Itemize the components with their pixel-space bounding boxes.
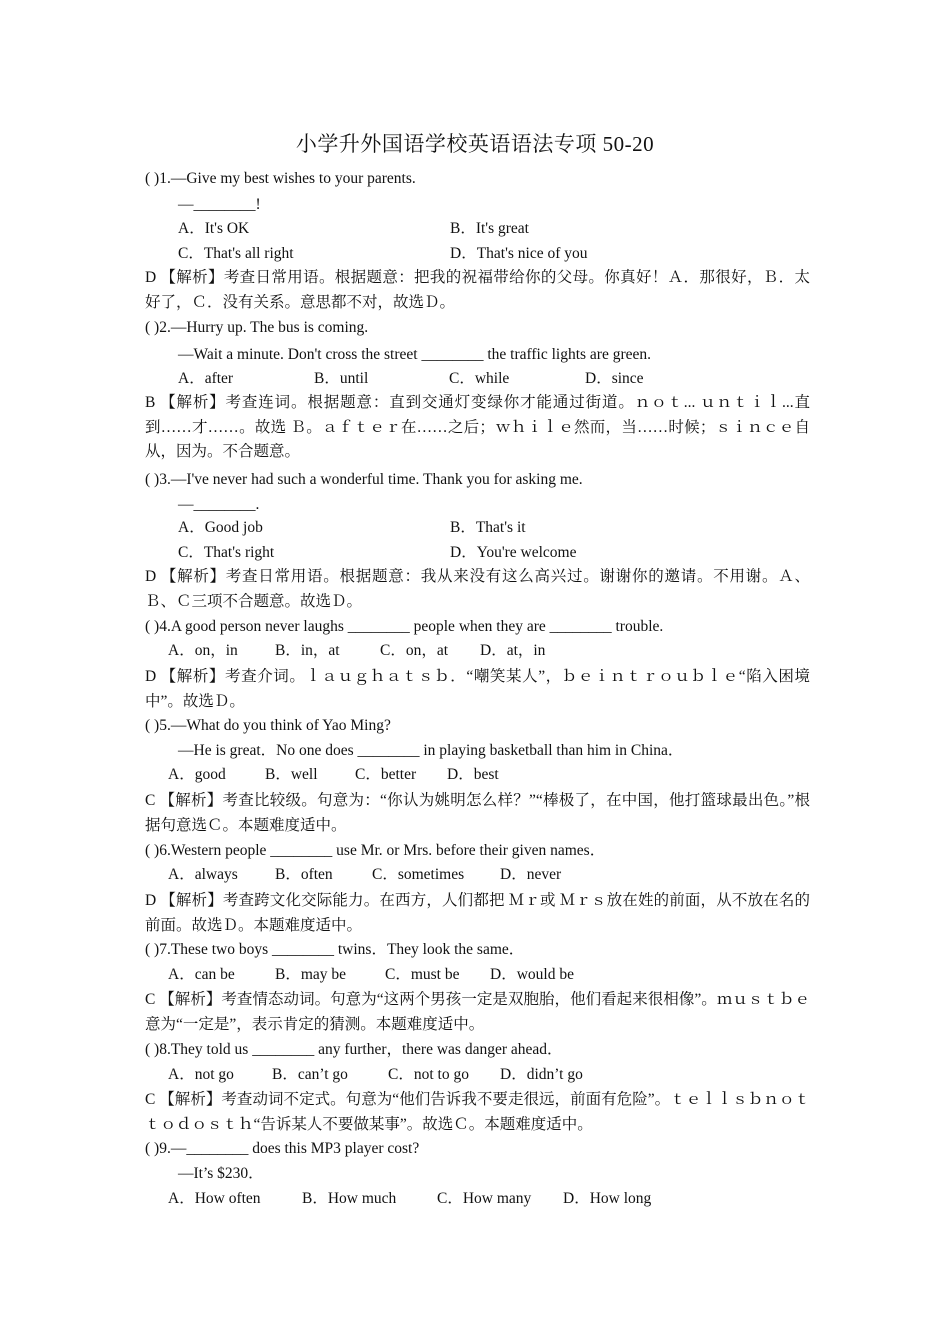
question-5-analysis: C 【解析】考查比较级。句意为：“你认为姚明怎么样？”“棒极了，在中国，他打篮球最出色。”根据句意选Ｃ。本题难度适中。	[145, 792, 810, 834]
question-5-option-a: A．good	[168, 766, 226, 783]
page-title: 小学升外国语学校英语语法专项 50-20	[295, 132, 655, 156]
question-6-stem: ( )6.Western people ________ use Mr. or Mrs. before their given names．	[145, 842, 606, 859]
question-4-analysis: D 【解析】考查介词。ｌａｕｇｈａｔｓｂ．“嘲笑某人”，ｂｅｉｎｔｒｏｕｂｌｅ“陷入困境中”。故选Ｄ。	[145, 668, 810, 710]
question-2-option-d: D．since	[585, 370, 644, 387]
question-4-option-d: D．at，in	[480, 642, 546, 659]
question-2-stem: ( )2.—Hurry up. The bus is coming.	[145, 319, 369, 336]
question-3-option-d: D．You're welcome	[450, 544, 577, 561]
question-5-option-b: B．well	[265, 766, 318, 783]
question-1-option-c: C．That's all right	[178, 245, 294, 262]
question-4-option-b: B．in，at	[275, 642, 340, 659]
question-3-option-c: C．That's right	[178, 544, 275, 561]
question-9-option-b: B．How much	[302, 1190, 397, 1207]
question-8-option-b: B．can’t go	[272, 1066, 348, 1083]
question-7-analysis: C 【解析】考查情态动词。句意为“这两个男孩一定是双胞胎，他们看起来很相像”。ｍｕｓｔｂｅ意为“一定是”，表示肯定的猜测。本题难度适中。	[145, 991, 810, 1033]
question-3-option-b: B．That's it	[450, 519, 526, 536]
question-8-option-a: A．not go	[168, 1066, 234, 1083]
question-6-option-a: A．always	[168, 866, 238, 883]
question-9-option-c: C．How many	[437, 1190, 532, 1207]
question-9-reply: —It’s $230．	[178, 1165, 264, 1182]
question-4-option-a: A．on，in	[168, 642, 238, 659]
question-5-stem: ( )5.—What do you think of Yao Ming?	[145, 717, 391, 734]
question-2-option-a: A．after	[178, 370, 234, 387]
question-9-option-d: D．How long	[563, 1190, 652, 1207]
question-5-option-d: D．best	[447, 766, 499, 783]
question-6-analysis: D 【解析】考查跨文化交际能力。在西方，人们都把 Ｍｒ或 Ｍｒｓ放在姓的前面，从不放在名的前面。故选Ｄ。本题难度适中。	[145, 892, 810, 934]
question-3-option-a: A．Good job	[178, 519, 263, 536]
question-7-option-d: D．would be	[490, 966, 574, 983]
question-2-option-b: B．until	[314, 370, 369, 387]
question-7-stem: ( )7.These two boys ________ twins．They look the same．	[145, 941, 525, 958]
question-3-stem: ( )3.—I've never had such a wonderful time. Thank you for asking me.	[145, 471, 583, 488]
question-2-option-c: C．while	[449, 370, 510, 387]
question-1-reply: —________!	[178, 196, 261, 213]
question-9-option-a: A．How often	[168, 1190, 261, 1207]
question-5-option-c: C．better	[355, 766, 417, 783]
question-3-reply: —________.	[178, 496, 260, 513]
question-6-option-c: C．sometimes	[372, 866, 465, 883]
question-2-analysis: B 【解析】考查连词。根据题意：直到交通灯变绿你才能通过街道。ｎｏｔ... ｕｎｔｉｌ...直到……才……。故选 Ｂ。ａｆｔｅｒ在……之后；ｗｈｉｌｅ然而，当……时候；ｓｉｎｃｅ自从，因为。不合题意。	[145, 394, 810, 460]
question-8-analysis: C 【解析】考查动词不定式。句意为“他们告诉我不要走很远，前面有危险”。ｔｅｌｌｓｂｎｏｔｔｏｄｏｓｔｈ“告诉某人不要做某事”。故选Ｃ。本题难度适中。	[145, 1091, 810, 1133]
question-1-option-b: B．It's great	[450, 220, 529, 237]
question-6-option-b: B．often	[275, 866, 333, 883]
question-7-option-c: C．must be	[385, 966, 460, 983]
question-7-option-b: B．may be	[275, 966, 347, 983]
question-1-option-a: A．It's OK	[178, 220, 250, 237]
question-1-option-d: D．That's nice of you	[450, 245, 588, 262]
question-8-stem: ( )8.They told us ________ any further，there was danger ahead．	[145, 1041, 563, 1058]
question-9-stem: ( )9.—________ does this MP3 player cost?	[145, 1140, 420, 1157]
question-1-stem: ( )1.—Give my best wishes to your parents.	[145, 170, 416, 187]
question-5-reply: —He is great．No one does ________ in playing basketball than him in China．	[178, 742, 684, 759]
question-7-option-a: A．can be	[168, 966, 235, 983]
question-4-option-c: C．on，at	[380, 642, 449, 659]
question-2-reply: —Wait a minute. Don't cross the street ________ the traffic lights are green.	[178, 346, 652, 363]
question-1-analysis: D 【解析】考查日常用语。根据题意：把我的祝福带给你的父母。你真好！Ａ．那很好，Ｂ．太好了，Ｃ．没有关系。意思都不对，故选Ｄ。	[145, 269, 810, 311]
question-8-option-c: C．not to go	[388, 1066, 469, 1083]
question-3-analysis: D 【解析】考查日常用语。根据题意：我从来没有这么高兴过。谢谢你的邀请。不用谢。Ａ、Ｂ、Ｃ三项不合题意。故选Ｄ。	[145, 568, 810, 610]
question-6-option-d: D．never	[500, 866, 562, 883]
question-8-option-d: D．didn’t go	[500, 1066, 583, 1083]
question-4-stem: ( )4.A good person never laughs ________ people when they are ________ trouble.	[145, 618, 664, 635]
